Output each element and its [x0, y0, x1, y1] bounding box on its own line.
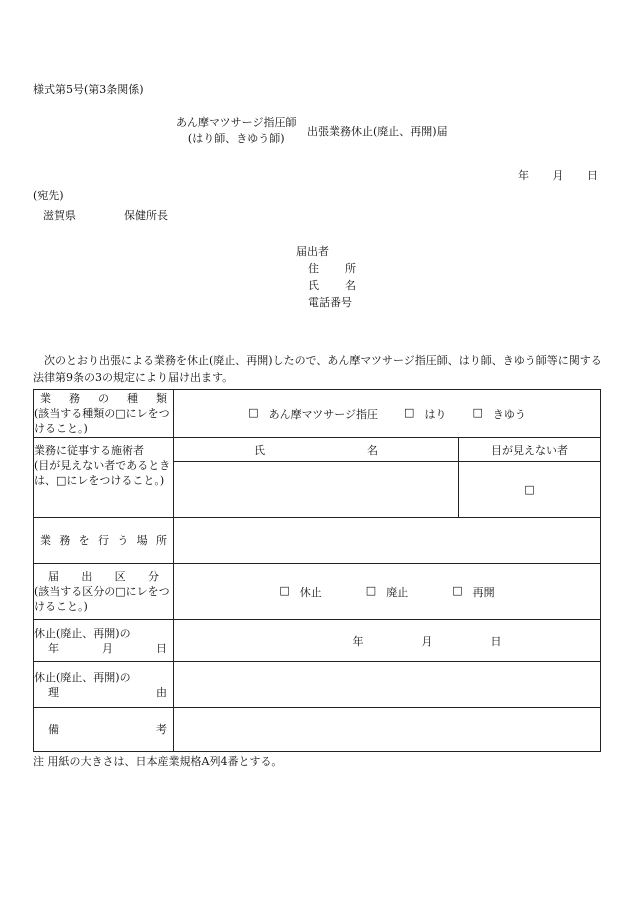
category-options: [174, 584, 600, 600]
date-month: 月: [552, 169, 564, 182]
option-abolish[interactable]: [366, 584, 408, 600]
row-reason: [34, 662, 601, 708]
cell-category-options: [174, 564, 601, 620]
label-char: 業: [40, 534, 51, 547]
label-char: 所: [155, 534, 167, 547]
cell-business-type-options: [174, 390, 601, 438]
notifier-name-char1: 氏: [308, 279, 319, 292]
label-practitioner-title: 業務に従事する施術者: [34, 444, 144, 457]
row-category: [34, 564, 601, 620]
label-category-sub: (該当する区分の□にレをつけること。): [34, 585, 170, 613]
label-char: 場: [136, 534, 148, 547]
notifier-label: 届出者: [296, 245, 329, 258]
title-profession-line2: (はり師、きゆう師): [187, 132, 285, 145]
form-number: 様式第5号(第3条関係): [33, 83, 144, 96]
label-char: 届: [48, 570, 59, 583]
label-char: 業: [40, 392, 51, 405]
footnote: 注 用紙の大きさは、日本産業規格A列4番とする。: [33, 755, 283, 768]
date-year-label: 年: [352, 634, 364, 648]
label-char: 類: [156, 392, 167, 405]
checkbox-suspend[interactable]: □: [279, 583, 290, 597]
row-practitioner-header: [34, 438, 601, 462]
checkbox-kyu[interactable]: □: [472, 405, 483, 419]
business-type-options: [174, 406, 600, 422]
header-name-char1: 氏: [254, 443, 265, 457]
label-reason: [34, 662, 174, 708]
label-category: [34, 564, 174, 620]
label-place-chars: [34, 533, 173, 548]
date-values: [174, 633, 600, 649]
date-month-label: 月: [421, 634, 433, 648]
label-char: 由: [156, 685, 167, 699]
option-kyu-label: きゆう: [492, 407, 526, 421]
label-char: 日: [156, 641, 167, 655]
label-business-type-title: [34, 391, 173, 406]
checkbox-abolish[interactable]: □: [365, 583, 377, 597]
label-place: [34, 518, 174, 564]
label-practitioner: [34, 438, 174, 518]
addressee-prefecture: 滋賀県: [43, 209, 76, 222]
date-year: 年: [518, 169, 529, 182]
field-reason[interactable]: [174, 662, 601, 708]
label-char: 備: [48, 723, 59, 736]
addressee-label: (宛先): [33, 189, 64, 202]
option-anma-label: あん摩マツサージ指圧: [268, 407, 379, 421]
label-char: 行: [97, 534, 109, 547]
option-suspend[interactable]: [279, 584, 321, 600]
option-resume-label: 再開: [472, 585, 495, 599]
label-char: 考: [156, 723, 167, 736]
addressee: [43, 207, 168, 223]
label-remarks-chars: [34, 722, 173, 737]
notifier-name: [308, 277, 356, 294]
notifier-phone: 電話番号: [308, 296, 352, 309]
label-business-type-sub: (該当する種類の□にレをつけること。): [34, 407, 170, 435]
label-date-line1: 休止(廃止、再開)の: [34, 626, 131, 640]
label-date: [34, 620, 174, 662]
notifier-name-char2: 名: [345, 279, 356, 292]
checkbox-blind[interactable]: □: [459, 462, 601, 518]
row-place: [34, 518, 601, 564]
label-char: 月: [102, 641, 113, 655]
addressee-office: 保健所長: [124, 209, 168, 222]
row-date: [34, 620, 601, 662]
option-hari[interactable]: [404, 406, 446, 422]
label-char: 務: [69, 392, 80, 405]
row-remarks: [34, 708, 601, 752]
label-char: 年: [48, 641, 59, 655]
field-remarks[interactable]: [174, 708, 601, 752]
header-name-char2: 名: [367, 443, 378, 457]
option-anma[interactable]: [248, 406, 378, 422]
date-day-label: 日: [490, 634, 502, 648]
option-suspend-label: 休止: [299, 585, 322, 599]
header-name-chars: [174, 442, 458, 458]
checkbox-resume[interactable]: □: [452, 583, 463, 597]
field-date[interactable]: [174, 620, 601, 662]
label-date-line2: [34, 641, 173, 656]
label-char: 出: [81, 570, 93, 583]
label-practitioner-sub: (目が見えない者であるときは、□にレをつけること。): [34, 459, 171, 487]
option-resume[interactable]: [452, 584, 494, 600]
notifier-address: [308, 260, 356, 277]
label-char: 種: [127, 392, 138, 405]
header-practitioner-name: [174, 438, 459, 462]
field-place[interactable]: [174, 518, 601, 564]
notifier-address-char2: 所: [345, 262, 356, 275]
label-reason-line1: 休止(廃止、再開)の: [34, 670, 131, 684]
title-profession: [176, 115, 296, 147]
label-remarks: [34, 708, 174, 752]
label-char: う: [117, 534, 129, 547]
title-profession-line1: あん摩マツサージ指圧師: [176, 116, 297, 129]
label-char: の: [98, 392, 109, 405]
statement: 次のとおり出張による業務を休止(廃止、再開)したので、あん摩マツサージ指圧師、はり師、きゆう師等に関する法律第9条の3の規定により届け出ます。: [33, 354, 602, 384]
header-blind: 目が見えない者: [459, 438, 601, 462]
option-abolish-label: 廃止: [386, 585, 409, 599]
submission-date: [518, 167, 598, 183]
label-reason-line2: [34, 685, 173, 700]
label-category-title: [34, 569, 173, 584]
checkbox-anma[interactable]: □: [248, 405, 259, 419]
notifier-block: [296, 243, 356, 311]
title-notice: 出張業務休止(廃止、再開)届: [307, 125, 448, 138]
notifier-address-char1: 住: [308, 262, 319, 275]
label-char: 分: [147, 570, 159, 583]
checkbox-hari[interactable]: □: [404, 405, 415, 419]
notice-table: [33, 389, 601, 752]
date-day: 日: [587, 169, 598, 182]
label-char: 区: [114, 570, 126, 583]
option-kyu[interactable]: [472, 406, 525, 422]
field-practitioner-name[interactable]: [174, 462, 459, 518]
row-business-type: [34, 390, 601, 438]
label-char: 務: [59, 534, 71, 547]
label-business-type: [34, 390, 174, 438]
label-char: を: [78, 534, 90, 547]
label-char: 理: [48, 685, 59, 699]
option-hari-label: はり: [424, 407, 447, 421]
